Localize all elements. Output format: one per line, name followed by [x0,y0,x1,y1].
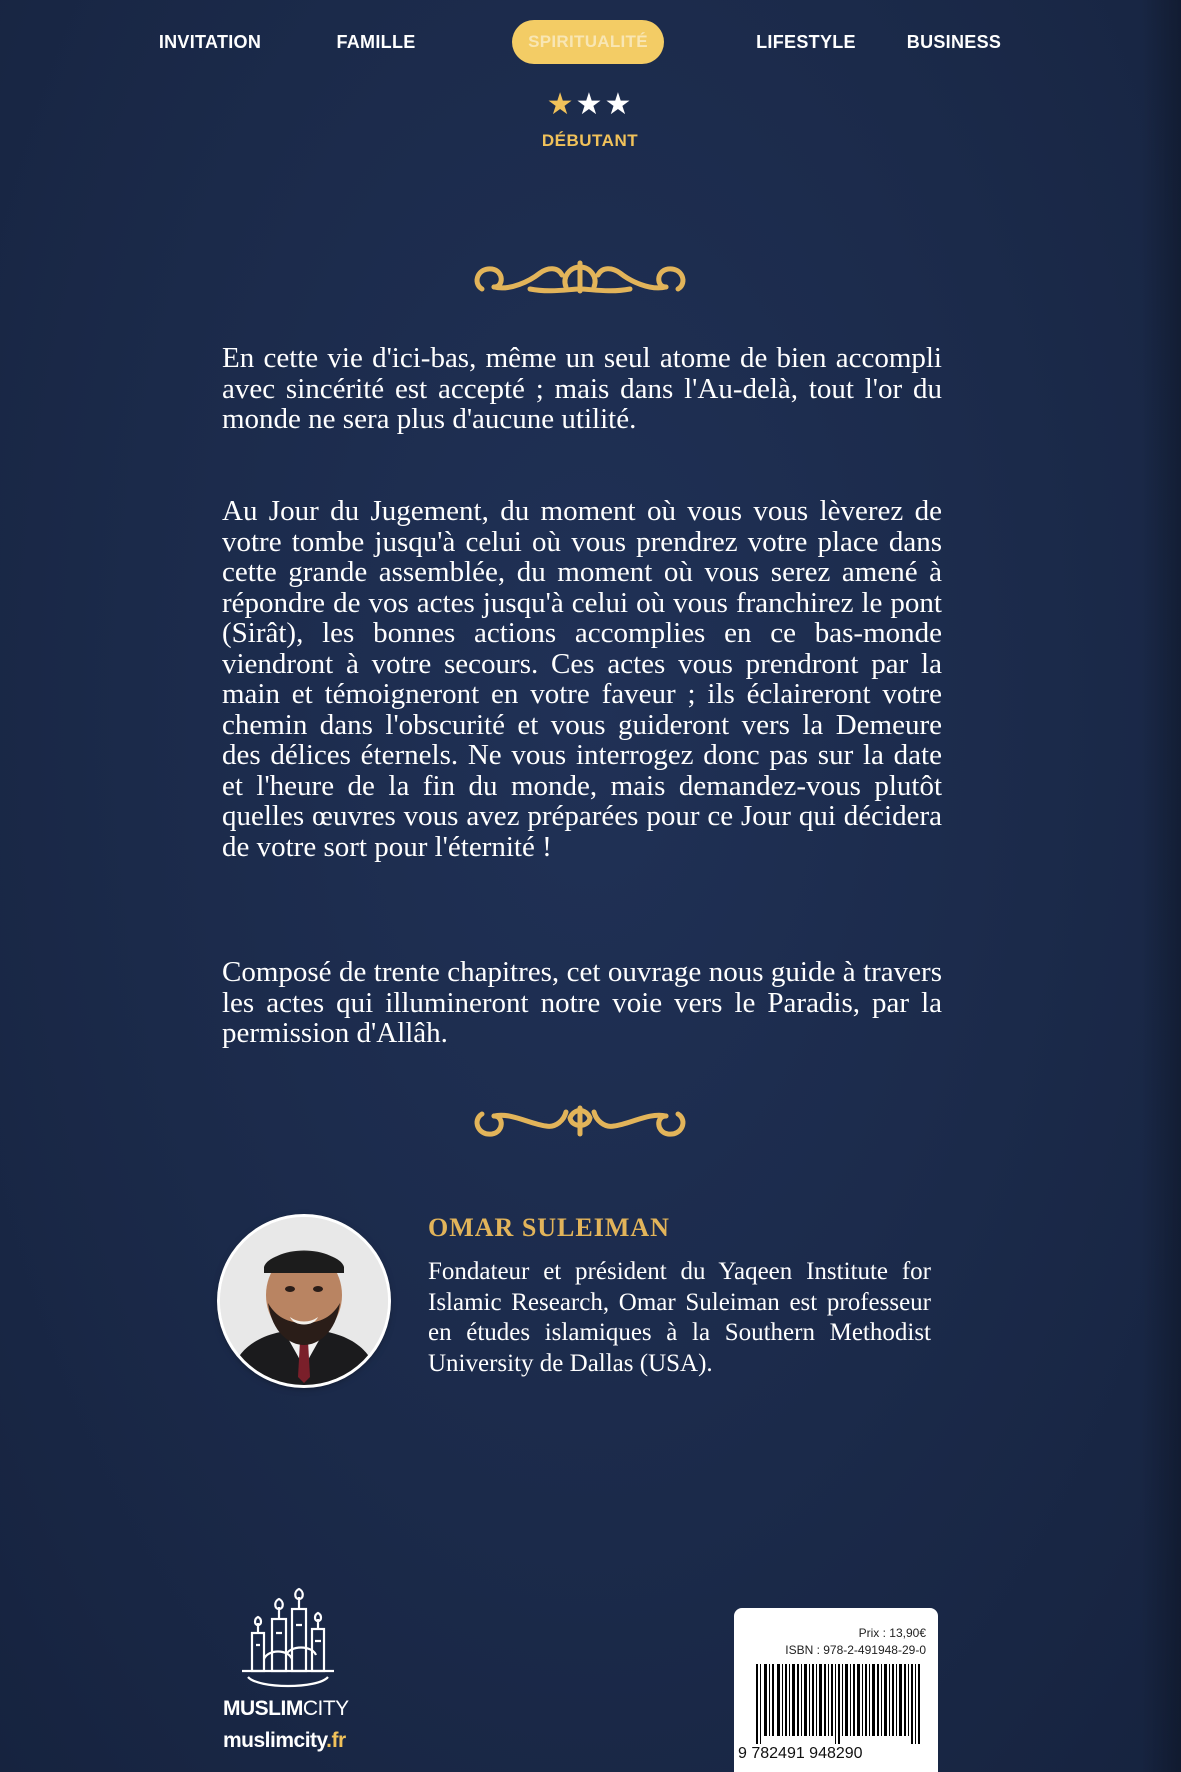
barcode-label [734,1608,938,1772]
author-portrait-icon [220,1217,388,1385]
author-photo [220,1217,388,1385]
publisher-url-main: muslimcity [223,1729,327,1752]
isbn-text: ISBN : 978-2-491948-29-0 [785,1643,926,1657]
blurb-paragraph-3 [222,957,942,1049]
author-name: OMAR SULEIMAN [428,1213,670,1242]
page-edge-shade [1141,0,1181,1772]
category-spiritualite[interactable]: SPIRITUALITÉ [512,20,664,64]
ornament-divider-top-icon [470,253,690,303]
category-business[interactable]: BUSINESS [906,32,1002,52]
barcode-bars-icon [756,1664,920,1744]
blurb-text-1: En cette vie d'ici-bas, même un seul atome de bien accompli avec sincérité est accepté ; mais dans l'Au-delà, tout l'or du monde ne sera plus d'aucune utilité. [222,342,942,435]
barcode-digits: 9 782491 948290 [738,1745,863,1762]
star-empty-icon: ★ [575,87,605,122]
star-empty-icon: ★ [604,87,634,122]
blurb-text-2: Au Jour du Jugement, du moment où vous vous lèverez de votre tombe jusqu'à celui où vous prendrez votre place dans cette grande assemblée, du moment où vous serez amené à répondre de vos actes jusqu'à celui où vous franchirez le pont (Sirât), les bonnes actions accomplies en ce bas-monde viendront à votre secours. Ces actes vous prendront par la main et témoigneront en votre faveur ; ils éclaireront votre chemin dans l'obscurité et vous guideront vers la Demeure des délices éternels. Ne vous interrogez donc pas sur la date et l'heure de la fin du monde, mais demandez-vous plutôt quelles œuvres vous avez préparées pour ce Jour qui décidera de votre sort pour l'éternité ! [222,495,942,863]
ornament-divider-bottom-icon [470,1094,690,1144]
category-famille[interactable]: FAMILLE [336,32,416,52]
publisher-url[interactable] [223,1729,346,1753]
blurb-text-3: Composé de trente chapitres, cet ouvrage nous guide à travers les actes qui illumineront notre voie vers le Paradis, par la permission d'Allâh. [222,956,942,1049]
star-filled-icon: ★ [546,87,576,122]
level-stars [540,87,640,122]
publisher-name [223,1697,349,1721]
publisher-name-regular: CITY [302,1697,349,1720]
level-label: DÉBUTANT [541,131,639,150]
category-bar [0,20,1181,64]
blurb-paragraph-1 [222,343,942,435]
blurb-paragraph-2 [222,496,942,862]
price-text: Prix : 13,90€ [858,1626,926,1640]
category-invitation[interactable]: INVITATION [158,32,262,52]
category-lifestyle[interactable]: LIFESTYLE [756,32,856,52]
muslimcity-logo-icon [228,1585,348,1695]
publisher-name-bold: MUSLIM [223,1697,303,1720]
publisher-url-tld: .fr [326,1729,346,1752]
author-bio: Fondateur et président du Yaqeen Institute for Islamic Research, Omar Suleiman est professeur en études islamiques à la Southern Methodist University de Dallas (USA). [428,1258,931,1377]
